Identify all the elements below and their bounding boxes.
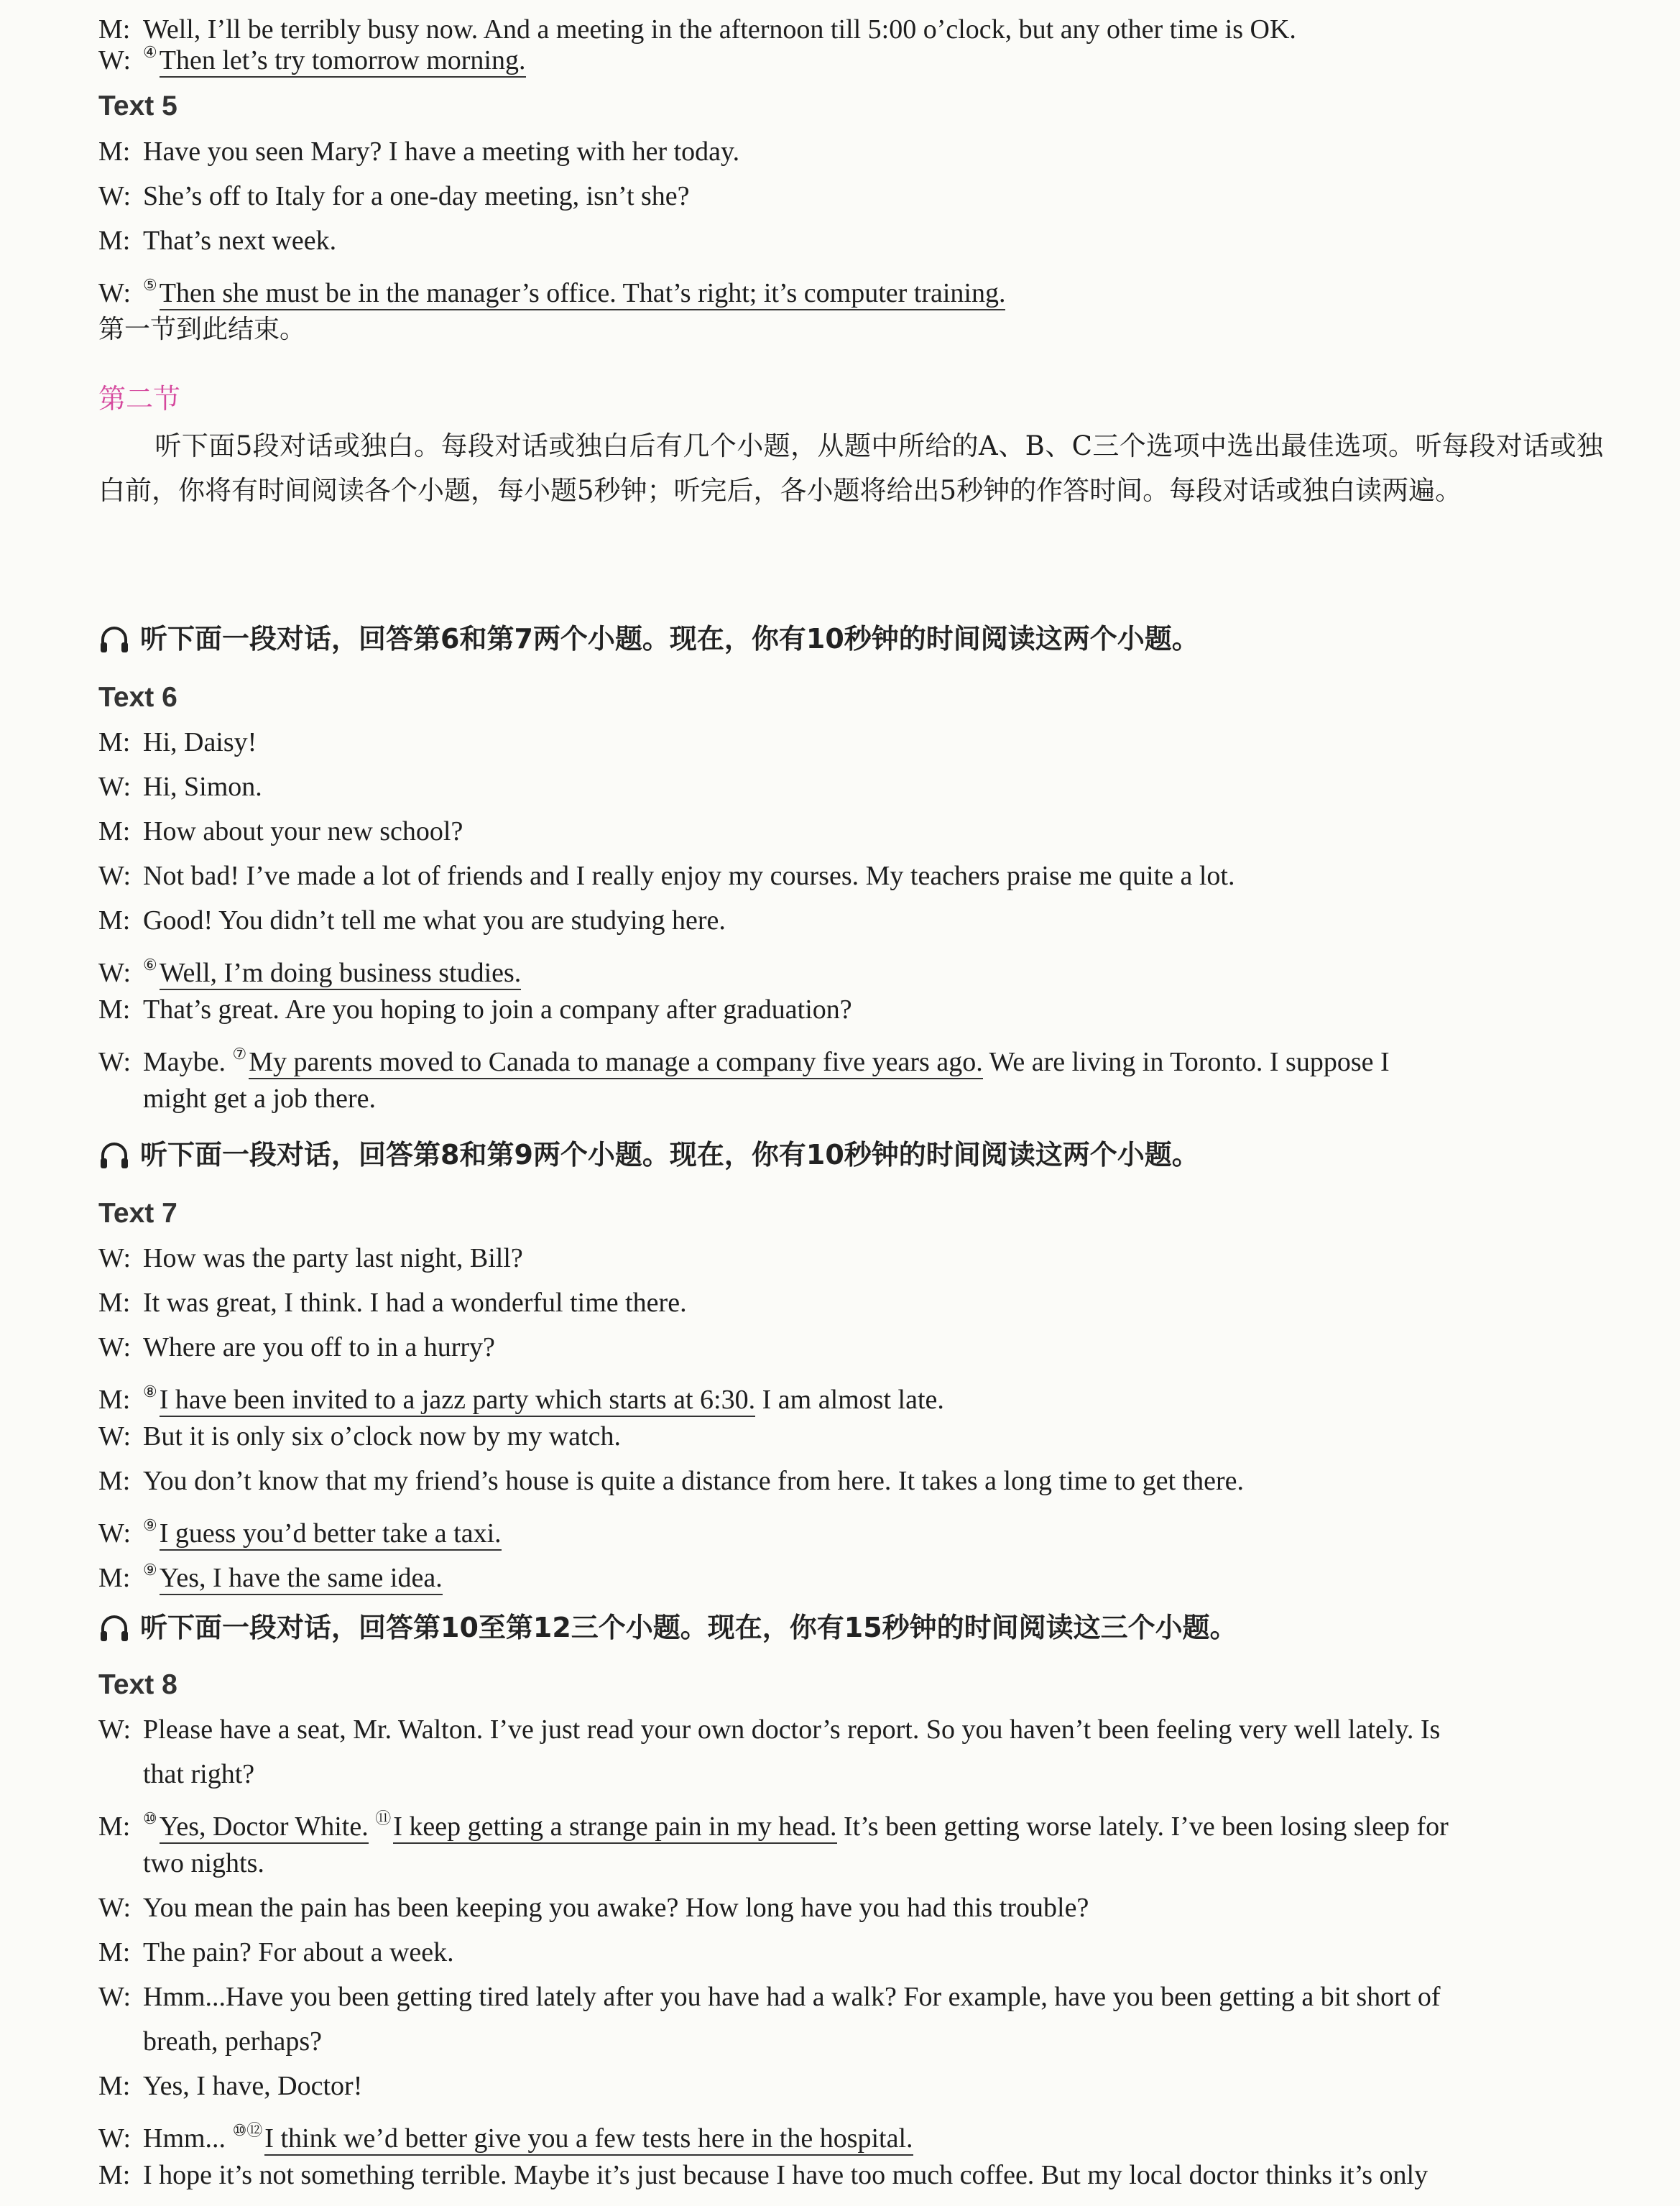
task-instruction: 听下面一段对话，回答第10至第12三个小题。现在，你有15秒钟的时间阅读这三个小题。	[98, 1611, 1237, 1650]
dialogue-line: M: ⑩Yes, Doctor White. ⑪I keep getting a strange pain in my head. It’s been getting worse lately. I’ve been losing sleep for	[98, 1802, 1603, 1843]
key-sentence: I guess you’d better take a taxi.	[160, 1518, 502, 1551]
dialogue-line: M: Good! You didn’t tell me what you are studying here.	[98, 905, 726, 936]
dialogue-line: W: ⑨I guess you’d better take a taxi.	[98, 1509, 1603, 1550]
key-sentence: Yes, Doctor White.	[160, 1812, 369, 1844]
key-sentence: I have been invited to a jazz party which starts at 6:30.	[160, 1385, 755, 1417]
dialogue-line: W: Please have a seat, Mr. Walton. I’ve just read your own doctor’s report. So you haven’t been feeling very well lately. Is	[98, 1715, 1441, 1745]
dialogue-line: W: How was the party last night, Bill?	[98, 1243, 523, 1273]
headphones-icon	[98, 1141, 130, 1177]
dialogue-line: M: Have you seen Mary? I have a meeting with her today.	[98, 137, 740, 167]
dialogue-line: M: That’s next week.	[98, 226, 337, 256]
headphones-icon	[98, 1614, 130, 1650]
dialogue-line: W: But it is only six o’clock now by my watch.	[98, 1421, 621, 1452]
dialogue-line: M: That’s great. Are you hoping to join a company after graduation?	[98, 994, 852, 1025]
key-sentence: I keep getting a strange pain in my head.	[393, 1812, 836, 1844]
dialogue-continuation: breath, perhaps?	[143, 2026, 322, 2057]
key-sentence: Yes, I have the same idea.	[160, 1563, 443, 1595]
key-sentence: I think we’d better give you a few tests here in the hospital.	[264, 2123, 913, 2156]
key-sentence: Well, I’m doing business studies.	[160, 958, 522, 990]
dialogue-line: M: ⑨Yes, I have the same idea.	[98, 1554, 1603, 1594]
dialogue-line: M: How about your new school?	[98, 816, 463, 846]
section-heading: 第二节	[98, 383, 181, 415]
dialogue-continuation: might get a job there.	[143, 1084, 376, 1114]
dialogue-line: W: You mean the pain has been keeping you awake? How long have you had this trouble?	[98, 1893, 1089, 1923]
text-heading: Text 7	[98, 1198, 177, 1229]
headphones-icon	[98, 625, 130, 661]
dialogue-line: M: I hope it’s not something terrible. Maybe it’s just because I have too much coffee. But my local doctor thinks it’s only	[98, 2160, 1429, 2190]
dialogue-line: W: ⑥Well, I’m doing business studies.	[98, 949, 1603, 989]
task-instruction: 听下面一段对话，回答第6和第7两个小题。现在，你有10秒钟的时间阅读这两个小题。	[98, 622, 1199, 661]
text-heading: Text 8	[98, 1669, 177, 1700]
section-instruction: 听下面5段对话或独白。每段对话或独白后有几个小题，从题中所给的A、B、C三个选项中选出最佳选项。听每段对话或独白前，你将有时间阅读各个小题，每小题5秒钟；听完后，各小题将给出5秒钟的作答时间。每段对话或独白读两遍。	[98, 430, 1603, 506]
dialogue-line: M: Hi, Daisy!	[98, 727, 257, 757]
text-heading: Text 5	[98, 91, 177, 121]
dialogue-line: W: Hmm... ⑩⑫I think we’d better give you a few tests here in the hospital.	[98, 2114, 1603, 2155]
key-sentence: Then let’s try tomorrow morning.	[160, 45, 526, 78]
dialogue-line: W: ④Then let’s try tomorrow morning.	[98, 36, 1603, 77]
dialogue-continuation: two nights.	[143, 1848, 264, 1878]
dialogue-continuation: that right?	[143, 1759, 255, 1789]
key-sentence: My parents moved to Canada to manage a company five years ago.	[249, 1047, 982, 1079]
dialogue-line: M: Well, I’ll be terribly busy now. And a meeting in the afternoon till 5:00 o’clock, but any other time is OK.	[98, 14, 1296, 45]
text-heading: Text 6	[98, 682, 177, 713]
dialogue-line: W: Maybe. ⑦My parents moved to Canada to manage a company five years ago. We are living in Toronto. I suppose I	[98, 1038, 1603, 1079]
dialogue-line: W: She’s off to Italy for a one-day meeting, isn’t she?	[98, 181, 690, 211]
dialogue-line: M: You don’t know that my friend’s house is quite a distance from here. It takes a long time to get there.	[98, 1466, 1245, 1496]
dialogue-line: W: Hi, Simon.	[98, 772, 262, 802]
section-end-note: 第一节到此结束。	[98, 315, 306, 344]
dialogue-line: M: The pain? For about a week.	[98, 1937, 454, 1967]
dialogue-line: M: It was great, I think. I had a wonderful time there.	[98, 1288, 687, 1318]
dialogue-line: W: Not bad! I’ve made a lot of friends and I really enjoy my courses. My teachers praise me quite a lot.	[98, 861, 1235, 891]
dialogue-line: M: Yes, I have, Doctor!	[98, 2071, 363, 2101]
dialogue-line: W: ⑤Then she must be in the manager’s office. That’s right; it’s computer training.	[98, 269, 1603, 310]
key-sentence: Then she must be in the manager’s office. That’s right; it’s computer training.	[160, 278, 1006, 310]
dialogue-line: W: Hmm...Have you been getting tired lately after you have had a walk? For example, have you been getting a bit short of	[98, 1982, 1441, 2012]
dialogue-line: M: ⑧I have been invited to a jazz party which starts at 6:30. I am almost late.	[98, 1375, 1603, 1416]
task-instruction: 听下面一段对话，回答第8和第9两个小题。现在，你有10秒钟的时间阅读这两个小题。	[98, 1138, 1199, 1177]
dialogue-line: W: Where are you off to in a hurry?	[98, 1332, 495, 1362]
